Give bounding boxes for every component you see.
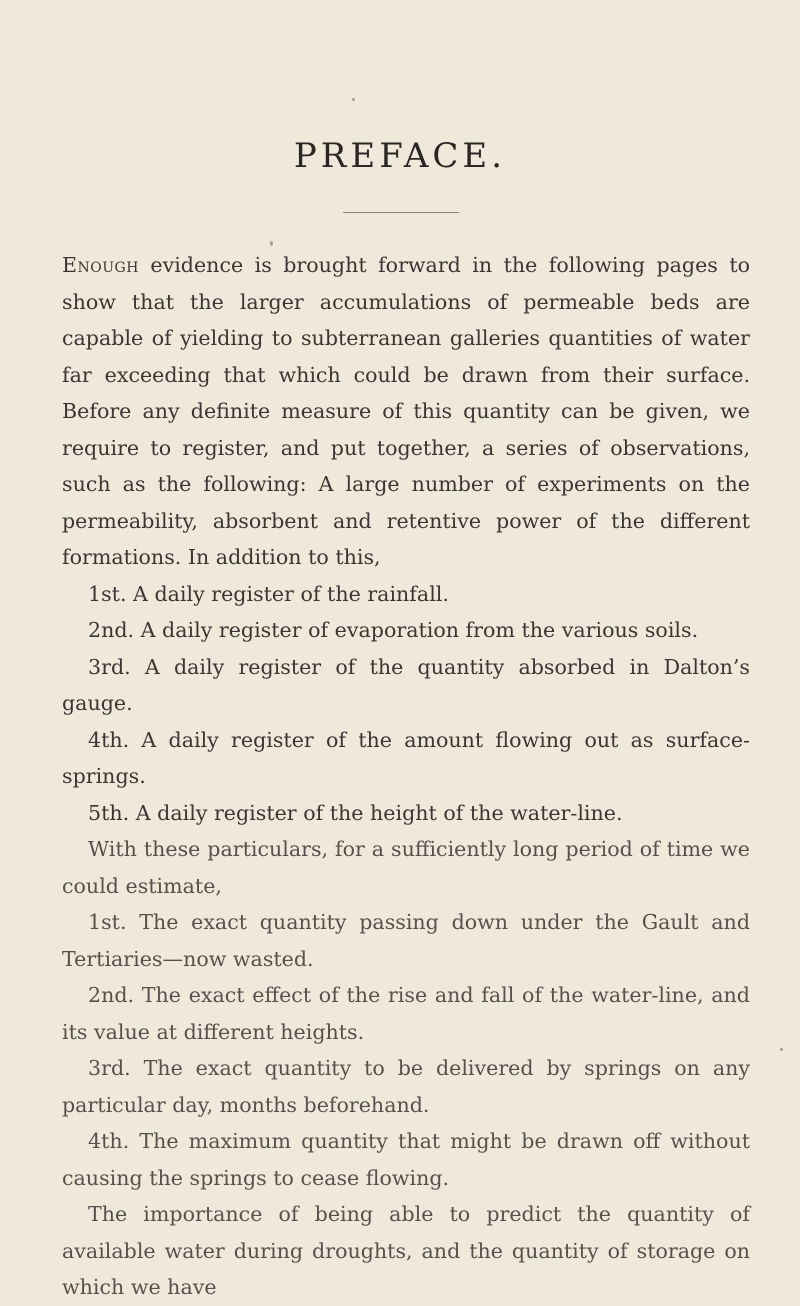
paper-speck xyxy=(270,241,273,246)
page-title: PREFACE. xyxy=(293,136,507,176)
estimate-item: 3rd. The exact quantity to be delivered by springs on any particular day, months beforehand. xyxy=(62,1056,750,1117)
estimate-item: 1st. The exact quantity passing down under the Gault and Tertiaries—now wasted. xyxy=(62,910,750,971)
register-item: 1st. A daily register of the rainfall. xyxy=(88,581,449,606)
closing-paragraph: The importance of being able to predict the quantity of available water during droughts, and the quantity of storage on which we have xyxy=(62,1202,750,1299)
estimate-item: 4th. The maximum quantity that might be drawn off without causing the springs to cease flowing. xyxy=(62,1129,750,1190)
intro-paragraph xyxy=(62,247,750,576)
paper-speck xyxy=(780,1048,783,1051)
register-item: 3rd. A daily register of the quantity absorbed in Dalton’s gauge. xyxy=(62,654,750,715)
register-item: 5th. A daily register of the height of the water-line. xyxy=(88,800,623,825)
register-item: 2nd. A daily register of evaporation from the various soils. xyxy=(88,618,699,642)
register-item: 4th. A daily register of the amount flowing out as surface-springs. xyxy=(62,727,750,788)
paper-speck xyxy=(352,98,355,101)
preface-text xyxy=(62,247,750,1306)
intro-lead-word: Enough xyxy=(62,253,139,277)
title-rule xyxy=(343,212,459,213)
estimate-intro: With these particulars, for a sufficiently long period of time we could estimate, xyxy=(62,837,750,898)
intro-text: evidence is brought forward in the following pages to show that the larger accumulations of permeable beds are capable of yielding to subterranean galleries quantities of water far exceeding that which could be drawn from their surface. Before any definite measure of this quantity can be given, we require to register, and put together, a series of observations, such as the following: A large number of experiments on the permeability, absorbent and retentive power of the different formations. In addition to this, xyxy=(62,253,750,569)
estimate-item: 2nd. The exact effect of the rise and fall of the water-line, and its value at different heights. xyxy=(62,983,750,1044)
